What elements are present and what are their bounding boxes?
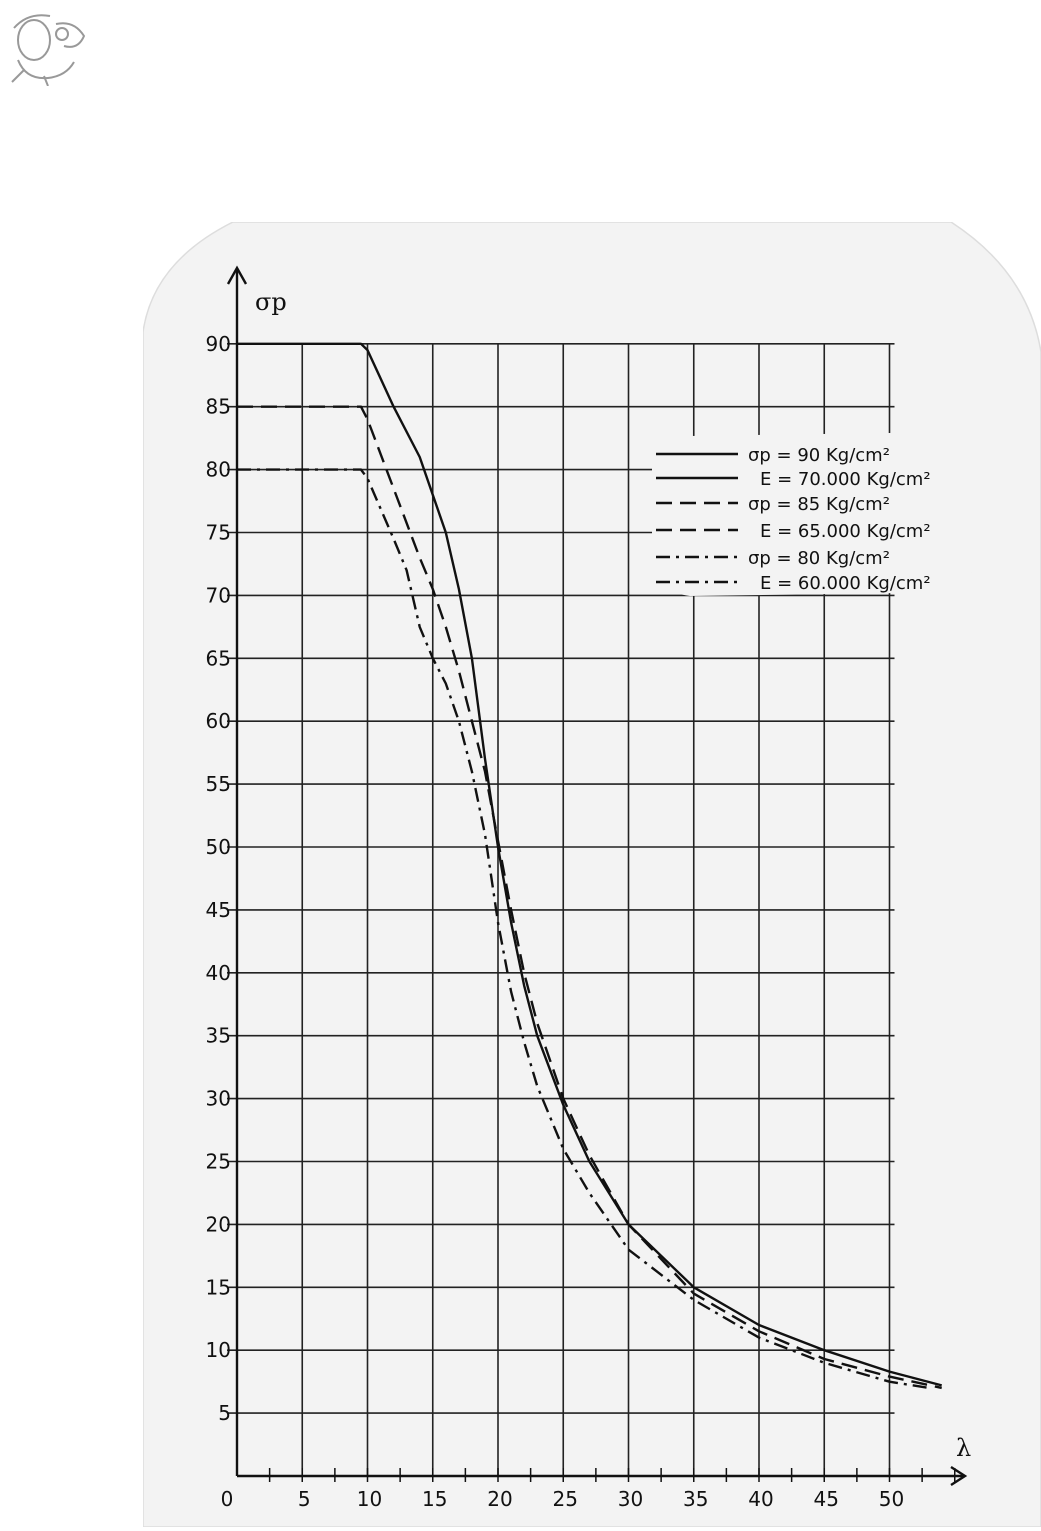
y-axis-label: σp (255, 288, 287, 316)
legend-entry-1: σp = 90 Kg/cm² (748, 445, 890, 466)
x-tick-label-0: 0 (220, 1487, 234, 1511)
y-tick-label-45: 45 (205, 897, 231, 922)
x-tick-label-15: 15 (422, 1487, 448, 1511)
legend-entry-4: E = 65.000 Kg/cm² (760, 521, 931, 542)
x-tick-label-45: 45 (813, 1487, 839, 1511)
y-tick-label-35: 35 (205, 1023, 231, 1048)
y-tick-label-25: 25 (205, 1149, 231, 1174)
x-tick-label-5: 5 (297, 1487, 311, 1511)
y-tick-label-15: 15 (205, 1275, 231, 1300)
x-tick-label-10: 10 (356, 1487, 383, 1511)
y-tick-label-40: 40 (205, 960, 231, 985)
x-axis-label: λ (956, 1434, 972, 1462)
y-tick-label-85: 85 (205, 394, 231, 419)
y-tick-label-50: 50 (205, 835, 231, 859)
y-tick-label-65: 65 (205, 646, 231, 671)
y-tick-label-10: 10 (205, 1338, 231, 1363)
x-tick-label-50: 50 (878, 1487, 905, 1511)
y-tick-label-90: 90 (205, 331, 231, 356)
y-tick-label-60: 60 (205, 709, 231, 734)
y-tick-label-80: 80 (205, 457, 231, 482)
legend-entry-5: σp = 80 Kg/cm² (748, 548, 890, 569)
y-tick-label-30: 30 (205, 1086, 231, 1111)
x-tick-label-25: 25 (552, 1487, 578, 1511)
y-tick-label-75: 75 (205, 520, 231, 545)
y-tick-label-5: 5 (218, 1401, 231, 1426)
y-tick-label-55: 55 (205, 772, 231, 797)
y-tick-label-70: 70 (205, 583, 231, 608)
x-tick-labels (221, 1487, 905, 1511)
y-tick-labels (206, 332, 231, 1425)
legend (652, 432, 973, 596)
x-tick-label-35: 35 (683, 1487, 709, 1511)
x-tick-label-40: 40 (748, 1487, 774, 1511)
legend-entry-3: σp = 85 Kg/cm² (748, 494, 890, 515)
legend-entry-2: E = 70.000 Kg/cm² (760, 469, 931, 490)
y-tick-label-20: 20 (205, 1212, 231, 1237)
x-tick-label-30: 30 (617, 1487, 644, 1511)
legend-entry-6: E = 60.000 Kg/cm² (760, 573, 931, 594)
x-tick-label-20: 20 (487, 1487, 513, 1511)
